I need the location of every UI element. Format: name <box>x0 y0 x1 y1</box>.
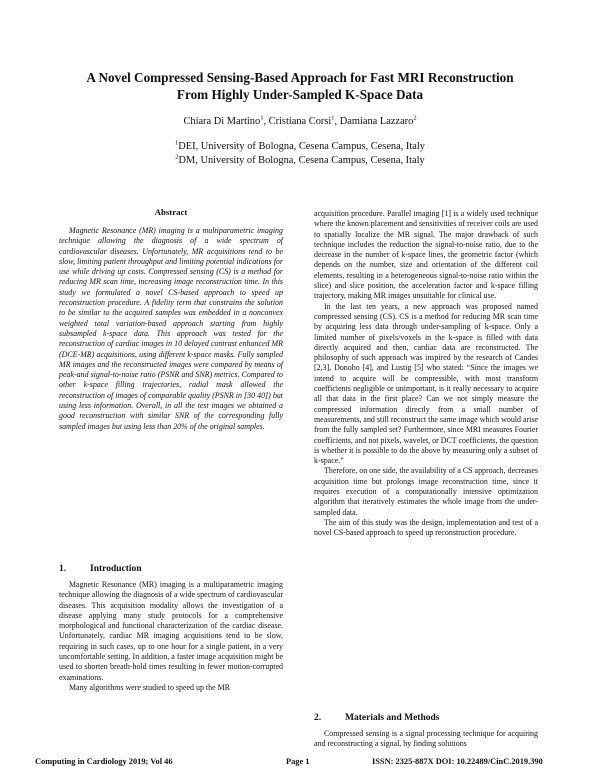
section-2-heading <box>314 713 439 723</box>
affiliation-1-marker: 1 <box>175 139 179 147</box>
abstract-heading: Abstract <box>154 207 188 217</box>
author-list: Chiara Di Martino$^1$, Cristiana Corsi$^1$, Damiana Lazzaro$^2$ <box>183 114 417 127</box>
author-3: Damiana Lazzaro <box>339 116 414 127</box>
intro-paragraph: Magnetic Resonance (MR) imaging is a multiparametric imaging technique allowing the diagnosis of a wide spectrum of cardiovascular diseases. This acquisition modality allows the investigation of a disease applying many study protocols for a comprehensive morphological and functional characterization of the cardiac disease. Unfortunately, cardiac MR imaging acquisitions tend to be slow, requiring in such cases, up to one hour for a single patient, in a very uncomfortable setting. In addition, a faster image acquisition might be used to shorten breath-hold times resulting in fewer motion-corrupted examinations. <box>59 580 283 682</box>
paper-title-line-2: From Highly Under-Sampled K-Space Data <box>176 86 424 102</box>
affiliation-2-text: DM, University of Bologna, Cesena Campus, Cesena, Italy <box>178 155 425 166</box>
footer-issn-doi: ISSN: 2325-887X DOI: 10.22489/CinC.2019.390 <box>372 757 543 766</box>
section-1-title: Introduction <box>90 564 142 574</box>
body-paragraph: acquisition procedure. Parallel imaging [1] is a widely used technique where the known placement and sensitivities of receiver coils are used to spatially localize the MR signal. The major drawback of such technique includes the reduction the signal-to-noise ratio, due to the decrease in the number of k-space lines, the geometric factor (which depends on the number, size and orientation of the different coil elements, resulting in a heterogeneous signal-to-noise ratio within the slice) and slice position, the acceleration factor and k-space filling trajectory, making MR images unsuitable for clinical use. <box>314 209 538 301</box>
author-1: Chiara Di Martino <box>183 116 261 127</box>
right-column-body <box>314 209 538 539</box>
section-2-number: 2. <box>314 713 322 723</box>
affiliation-1 <box>40 141 560 152</box>
author-2: Cristiana Corsi <box>268 116 332 127</box>
affiliation-2 <box>40 155 560 166</box>
abstract-body <box>59 226 283 432</box>
section-1-number: 1. <box>59 564 67 574</box>
affiliation-2-marker: 2 <box>175 153 179 161</box>
footer-journal: Computing in Cardiology 2019; Vol 46 <box>35 757 173 766</box>
section-1-heading <box>59 564 142 574</box>
body-paragraph: Therefore, on one side, the availability of a CS approach, decreases acquisition time but prolongs image reconstruction time, since it requires execution of a computationally intensive optimization algorithm that iteratively estimates the whole image from the under-sampled data. <box>314 466 539 517</box>
methods-body <box>314 729 538 750</box>
body-paragraph: The aim of this study was the design, implementation and test of a novel CS-based approach to speed up reconstruction procedure. <box>314 517 538 538</box>
intro-paragraph: Many algorithms were studied to speed up the MR <box>69 682 230 692</box>
paper-title <box>40 70 560 103</box>
footer-page-number: Page 1 <box>286 757 310 766</box>
body-paragraph: In the last ten years, a new approach was proposed named compressed sensing (CS). CS is a method for reducing MR scan time by acquiring less data through under-sampling of k-space. Only a limited number of pixels/voxels in the k-space is filled with data directly acquired and then, cardiac data are reconstructed. The philosophy of such approach was inspired by the research of Candes [2,3], Donoho [4], and Lustig [5] who stated: “Since the images we intend to acquire will be compressible, with most transform coefficients negligible or unimportant, is it really necessary to acquire all that data in the first place? Can we not simply measure the compressed information directly from a small number of measurements, and still reconstruct the same image which would arise from the fully sampled set? Furthermore, since MRI measures Fourier coefficients, and not pixels, wavelet, or DCT coefficients, the question is whether it is possible to do the above by measuring only a subset of k-space.” <box>314 301 538 466</box>
author-2-affil: 1 <box>331 114 335 122</box>
author-1-affil: 1 <box>260 114 264 122</box>
introduction-body <box>59 580 283 693</box>
section-2-title: Materials and Methods <box>345 713 440 723</box>
methods-paragraph: Compressed sensing is a signal processing technique for acquiring and reconstructing a signal, by finding solutions <box>314 729 538 749</box>
author-3-affil: 2 <box>413 114 417 122</box>
affiliation-1-text: DEI, University of Bologna, Cesena Campus, Cesena, Italy <box>178 141 425 152</box>
paper-title-line-1: A Novel Compressed Sensing-Based Approach for Fast MRI Reconstruction <box>86 70 514 85</box>
abstract-text: Magnetic Resonance (MR) imaging is a multiparametric imaging technique allowing the diagnosis of a wide spectrum of cardiovascular diseases. Unfortunately, MR acquisitions tend to be slow, limiting patient throughput and limiting potential indications for use while driving up costs. Compressed sensing (CS) is a method for reducing MR scan time, increasing image reconstruction time. In this study we formulated a novel CS-based approach to speed up reconstruction procedure. A fidelity term that constrains the solution to be similar to the acquired samples was embedded in a nonconvex weighted total variation-based approach starting from highly subsampled k-space data. This approach was tested for the reconstruction of cardiac images in 10 delayed contrast enhanced MR (DCE-MR) acquisitions, using different k-space masks. Fully sampled MR images and the reconstructed images were compared by means of peak-and signal-to-noise ratio (PSNR and SNR) metrics. Compared to other k-space filling trajectories, radial mask allowed the reconstruction of images of comparable quality (PSNR in [30 40]) but using less information. Overall, in all the test images we obtained a good reconstruction with similar SNR of the corresponding fully sampled images but using less than 20% of the original samples. <box>59 226 283 431</box>
